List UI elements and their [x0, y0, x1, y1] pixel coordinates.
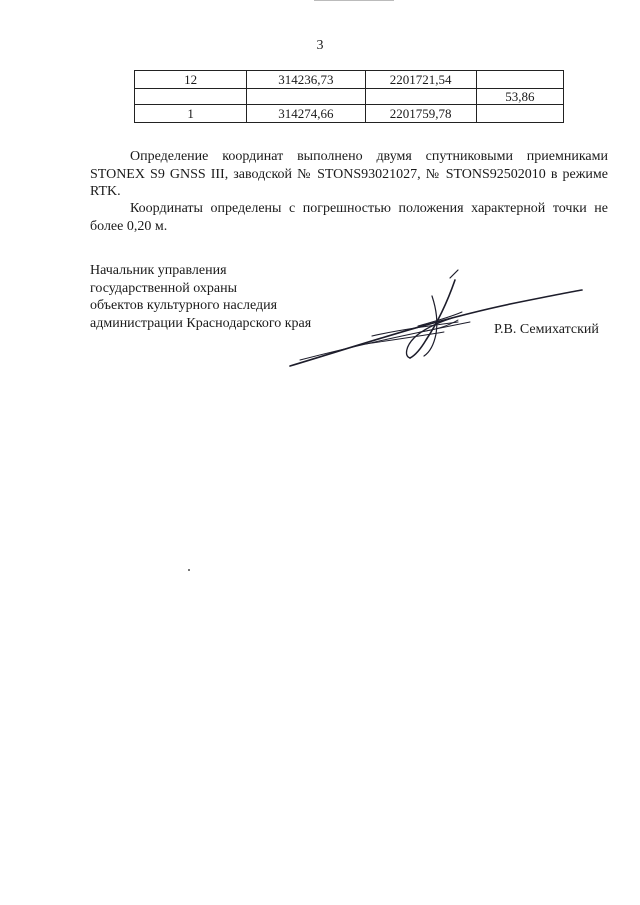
scan-speck: [188, 569, 190, 571]
signer-title: [90, 262, 311, 332]
paragraph-equipment: Определение координат выполнено двумя спутниковыми приемниками STONEX S9 GNSS III, заводской № STONS93021027, № STONS92502010 в режиме RTK.: [90, 149, 608, 199]
table-cell-point-number: 12: [135, 71, 247, 89]
scan-artifact-line: [314, 0, 394, 1]
table-cell-x-coordinate: [247, 89, 365, 105]
table-cell-point-number: [135, 89, 247, 105]
page-number: 3: [316, 38, 324, 53]
signer-title-line: Начальник управления: [90, 263, 227, 278]
table-cell-y-coordinate: 2201721,54: [365, 71, 476, 89]
paragraph-accuracy: Координаты определены с погрешностью положения характерной точки не более 0,20 м.: [90, 201, 608, 234]
signer-title-line: объектов культурного наследия: [90, 298, 278, 313]
table-cell-y-coordinate: 2201759,78: [365, 105, 476, 123]
table-cell-distance: [476, 105, 563, 123]
table-cell-x-coordinate: 314274,66: [247, 105, 365, 123]
signer-title-line: администрации Краснодарского края: [90, 315, 312, 331]
table-cell-point-number: 1: [135, 105, 247, 123]
signer-name: Р.В. Семихатский: [494, 322, 599, 337]
signer-title-line: государственной охраны: [90, 280, 238, 296]
table-cell-distance: 53,86: [476, 89, 563, 105]
table-cell-distance: [476, 71, 563, 89]
table-row: [135, 105, 564, 123]
table-cell-x-coordinate: 314236,73: [247, 71, 365, 89]
table-row: [135, 71, 564, 89]
coordinates-table: [134, 70, 564, 123]
table-cell-y-coordinate: [365, 89, 476, 105]
table-row: [135, 89, 564, 105]
